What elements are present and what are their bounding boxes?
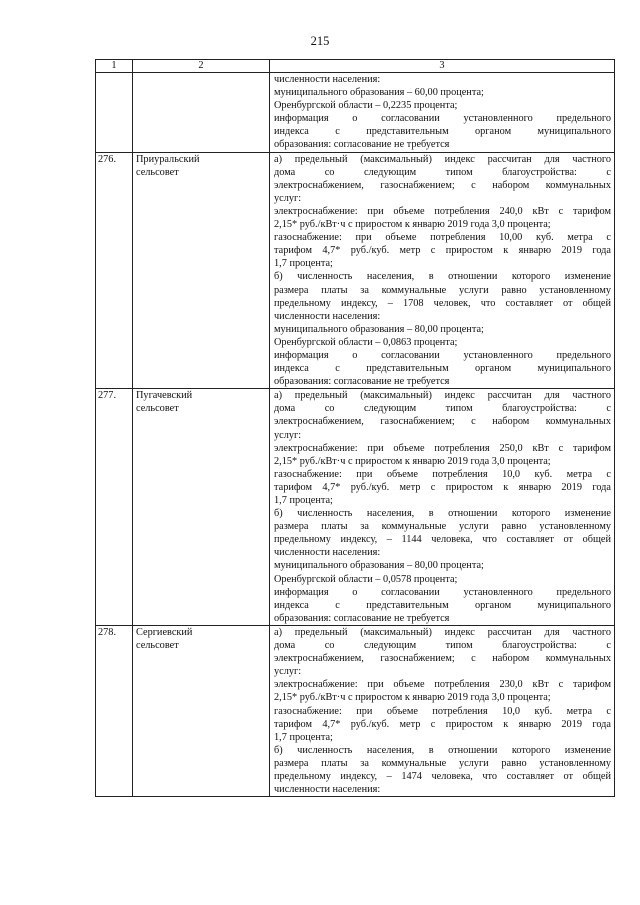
text-line: образования: согласование не требуется	[274, 139, 450, 151]
text-line: образования: согласование не требуется	[274, 612, 450, 624]
municipality-name: Сергиевский	[136, 626, 193, 638]
text-line: размера платы за коммунальные услуги равно установленному	[274, 757, 611, 769]
text-line: информация о согласовании установленного предельного	[274, 586, 611, 598]
municipality-name: Пугачевский	[136, 390, 193, 402]
text-line: б) численность населения, в отношении которого изменение	[274, 744, 611, 756]
continuation-row	[96, 73, 615, 153]
text-line: индекса с представительным органом муниципального	[274, 599, 611, 611]
text-line: информация о согласовании установленного предельного	[274, 113, 611, 125]
page-number: 215	[310, 34, 330, 48]
text-line: а) предельный (максимальный) индекс рассчитан для частного	[274, 153, 611, 165]
text-line: электроснабжением, газоснабжением; с набором коммунальных	[274, 653, 611, 665]
municipality-name: сельсовет	[136, 166, 179, 178]
text-line: размера платы за коммунальные услуги равно установленному	[274, 284, 611, 296]
text-line: индекса с представительным органом муниципального	[274, 363, 611, 375]
text-line: 2,15* руб./кВт·ч с приростом к январю 2019 года 3,0 процента;	[274, 692, 551, 704]
text-line: а) предельный (максимальный) индекс рассчитан для частного	[274, 390, 611, 402]
text-line: дома со следующим типом благоустройства: с	[274, 166, 611, 178]
row-number-cell	[96, 73, 133, 153]
text-line: предельному индексу, – 1708 человек, что составляет от общей	[274, 297, 611, 309]
text-line: электроснабжением, газоснабжением; с набором коммунальных	[274, 179, 611, 191]
text-line: 2,15* руб./кВт·ч с приростом к январю 2019 года 3,0 процента;	[274, 455, 551, 467]
text-line: предельному индексу, – 1144 человека, что составляет от общей	[274, 534, 611, 546]
text-line: газоснабжение: при объеме потребления 10,00 куб. метра с	[274, 232, 611, 244]
tariff-table	[95, 59, 615, 797]
row-number-cell	[96, 625, 133, 796]
text-line: электроснабжение: при объеме потребления 250,0 кВт с тарифом	[274, 442, 611, 454]
header-col-2: 2	[133, 60, 270, 73]
text-line: дома со следующим типом благоустройства: с	[274, 403, 611, 415]
row-number: 276.	[98, 153, 117, 165]
municipality-cell	[133, 389, 270, 626]
row-number: 277.	[98, 390, 117, 402]
municipality-name: сельсовет	[136, 640, 179, 652]
text-line: газоснабжение: при объеме потребления 10,0 куб. метра с	[274, 468, 611, 480]
row-number-cell	[96, 152, 133, 389]
text-line: индекса с представительным органом муниципального	[274, 126, 611, 138]
text-line: услуг:	[274, 666, 302, 678]
header-col-1: 1	[96, 60, 133, 73]
text-line: электроснабжением, газоснабжением; с набором коммунальных	[274, 416, 611, 428]
table-row	[96, 625, 615, 796]
table-row	[96, 389, 615, 626]
text-line: 1,7 процента;	[274, 258, 333, 270]
text-line: 1,7 процента;	[274, 495, 333, 506]
text-line: услуг:	[274, 429, 302, 441]
municipality-cell	[133, 73, 270, 153]
text-line: Оренбургской области – 0,0578 процента;	[274, 573, 458, 585]
text-line: б) численность населения, в отношении которого изменение	[274, 508, 611, 520]
description-cell	[270, 152, 615, 389]
text-line: численности населения:	[274, 310, 381, 322]
row-number: 278.	[98, 626, 117, 638]
table-header-row	[96, 60, 615, 73]
row-number-cell	[96, 389, 133, 626]
text-line: размера платы за коммунальные услуги равно установленному	[274, 521, 611, 533]
municipality-cell	[133, 625, 270, 796]
text-line: тарифом 4,7* руб./куб. метр с приростом к январю 2019 года	[274, 481, 611, 493]
description-cell	[270, 625, 615, 796]
text-line: муниципального образования – 80,00 процента;	[274, 323, 484, 335]
text-line: Оренбургской области – 0,0863 процента;	[274, 336, 458, 348]
text-line: дома со следующим типом благоустройства: с	[274, 640, 611, 652]
text-line: газоснабжение: при объеме потребления 10,0 куб. метра с	[274, 705, 611, 717]
text-line: а) предельный (максимальный) индекс рассчитан для частного	[274, 626, 611, 638]
text-line: услуг:	[274, 192, 302, 204]
text-line: 1,7 процента;	[274, 731, 333, 743]
header-col-3: 3	[270, 60, 615, 73]
text-line: образования: согласование не требуется	[274, 376, 450, 388]
text-line: численности населения:	[274, 547, 381, 559]
text-line: численности населения:	[274, 784, 381, 796]
text-line: предельному индексу, – 1474 человека, что составляет от общей	[274, 770, 611, 782]
text-line: электроснабжение: при объеме потребления 230,0 кВт с тарифом	[274, 679, 611, 691]
text-line: электроснабжение: при объеме потребления 240,0 кВт с тарифом	[274, 205, 611, 217]
municipality-name: сельсовет	[136, 403, 179, 415]
text-line: Оренбургской области – 0,2235 процента;	[274, 100, 458, 112]
text-line: численности населения:	[274, 74, 381, 85]
text-line: муниципального образования – 80,00 процента;	[274, 560, 484, 572]
text-line: б) численность населения, в отношении которого изменение	[274, 271, 611, 283]
description-cell	[270, 389, 615, 626]
text-line: тарифом 4,7* руб./куб. метр с приростом к январю 2019 года	[274, 245, 611, 257]
municipality-name: Приуральский	[136, 153, 200, 165]
table-row	[96, 152, 615, 389]
text-line: тарифом 4,7* руб./куб. метр с приростом к январю 2019 года	[274, 718, 611, 730]
text-line: 2,15* руб./кВт·ч с приростом к январю 2019 года 3,0 процента;	[274, 219, 551, 231]
municipality-cell	[133, 152, 270, 389]
text-line: муниципального образования – 60,00 процента;	[274, 87, 484, 99]
text-line: информация о согласовании установленного предельного	[274, 349, 611, 361]
description-cell	[270, 73, 615, 153]
